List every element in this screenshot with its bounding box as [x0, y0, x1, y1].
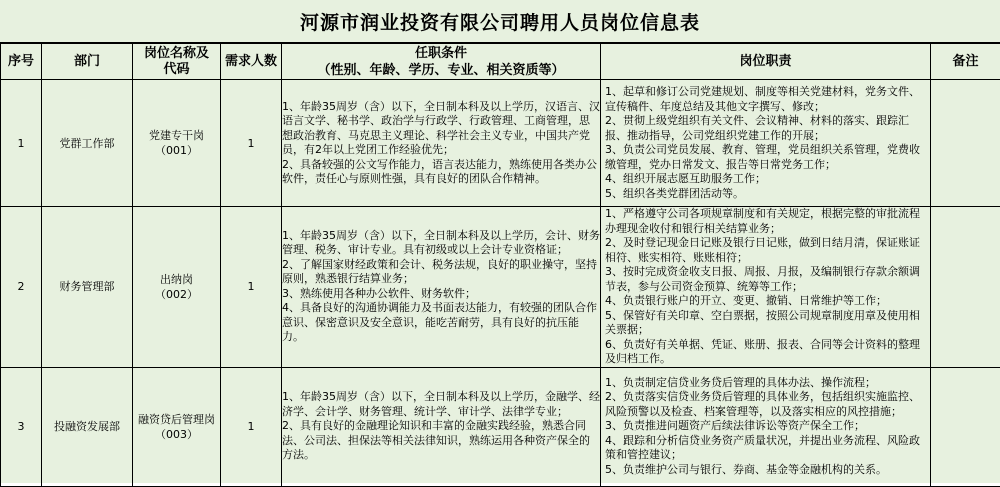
cell-remark — [931, 367, 1000, 486]
cell-position — [133, 367, 221, 486]
header-duties: 岗位职责 — [601, 44, 931, 80]
cell-remark — [931, 207, 1000, 368]
cell-count: 1 — [221, 207, 282, 368]
position-code: （001） — [133, 143, 220, 158]
cell-count: 1 — [221, 367, 282, 486]
header-remark: 备注 — [931, 44, 1000, 80]
cell-conditions: 1、年龄35周岁（含）以下，全日制本科及以上学历，会计、财务管理、税务、审计专业。具有初级或以上会计专业资格证； 2、了解国家财经政策和会计、税务法规，良好的职业操守，坚持原则，熟悉银行结算业务； 3、熟练使用各种办公软件、财务软件； 4、具备良好的沟通协调能力及书面表达能力，有较强的团队合作意识、保密意识及安全意识，能吃苦耐劳，具有良好的抗压能力。 — [282, 207, 601, 368]
cell-conditions: 1、年龄35周岁（含）以下，全日制本科及以上学历，金融学、经济学、会计学、财务管理、统计学、审计学、法律学专业； 2、具有良好的金融理论知识和丰富的金融实践经验，熟悉合同法、公司法、担保法等相关法律知识，熟练运用各种资产保全的方法。 — [282, 367, 601, 486]
table-row — [1, 367, 1000, 486]
header-position-line2: 代码 — [133, 62, 220, 78]
cell-position — [133, 80, 221, 207]
header-conditions — [282, 44, 601, 80]
cell-position — [133, 207, 221, 368]
cell-seq: 2 — [1, 207, 42, 368]
cell-dept: 财务管理部 — [42, 207, 133, 368]
cell-duties: 1、负责制定信贷业务贷后管理的具体办法、操作流程； 2、负责落实信贷业务贷后管理的具体业务，包括组织实施监控、风险预警以及检查、档案管理等，以及落实相应的风控措施； 3、负责推进问题资产后续法律诉讼等资产保全工作； 4、跟踪和分析信贷业务资产质量状况，并提出业务流程、风险政策和管控建议； 5、负责维护公司与银行、券商、基金等金融机构的关系。 — [601, 367, 931, 486]
position-table — [0, 43, 1000, 487]
header-dept: 部门 — [42, 44, 133, 80]
position-name: 融资贷后管理岗 — [133, 412, 220, 427]
cell-duties: 1、严格遵守公司各项规章制度和有关规定，根据完整的审批流程办理现金收付和银行相关结算业务； 2、及时登记现金日记账及银行日记账，做到日结月清，保证账证相符、账实相符、账账相符； 3、按时完成资金收支日报、周报、月报，及编制银行存款余额调节表，参与公司资金预算、统筹等工作； 4、负责银行账户的开立、变更、撤销、日常维护等工作； 5、保管好有关印章、空白票据，按照公司规章制度用章及使用相关票据； 6、负责好有关单据、凭证、账册、报表、合同等会计资料的整理及归档工作。 — [601, 207, 931, 368]
header-row — [1, 44, 1000, 80]
cell-duties: 1、起草和修订公司党建规划、制度等相关党建材料，党务文件、宣传稿件、年度总结及其他文字撰写、修改； 2、贯彻上级党组织有关文件、会议精神、材料的落实、跟踪汇报、推动指导，公司党组织党建工作的开展； 3、负责公司党员发展、教育、管理，党员组织关系管理，党费收缴管理，党办日常发文、报告等日常党务工作； 4、组织开展志愿互助服务工作； 5、组织各类党群团活动等。 — [601, 80, 931, 207]
table-row — [1, 207, 1000, 368]
position-code: （002） — [133, 287, 220, 302]
header-position — [133, 44, 221, 80]
table-title: 河源市润业投资有限公司聘用人员岗位信息表 — [0, 0, 1000, 43]
cell-dept: 投融资发展部 — [42, 367, 133, 486]
header-position-line1: 岗位名称及 — [133, 46, 220, 62]
header-count: 需求人数 — [221, 44, 282, 80]
cell-dept: 党群工作部 — [42, 80, 133, 207]
cell-conditions: 1、年龄35周岁（含）以下，全日制本科及以上学历，汉语言、汉语言文学、秘书学、政治学与行政学、行政管理、工商管理，思想政治教育、马克思主义理论、科学社会主义专业，中国共产党员，有2年以上党团工作经验优先； 2、具备较强的公文写作能力，语言表达能力，熟练使用各类办公软件，责任心与原则性强，具有良好的团队合作精神。 — [282, 80, 601, 207]
cell-seq: 1 — [1, 80, 42, 207]
table-row — [1, 80, 1000, 207]
position-name: 党建专干岗 — [133, 128, 220, 143]
cell-remark — [931, 80, 1000, 207]
cell-seq: 3 — [1, 367, 42, 486]
position-code: （003） — [133, 427, 220, 442]
position-name: 出纳岗 — [133, 272, 220, 287]
header-seq: 序号 — [1, 44, 42, 80]
header-conditions-line1: 任职条件 — [282, 45, 600, 62]
cell-count: 1 — [221, 80, 282, 207]
header-conditions-line2: （性别、年龄、学历、专业、相关资质等） — [282, 62, 600, 79]
